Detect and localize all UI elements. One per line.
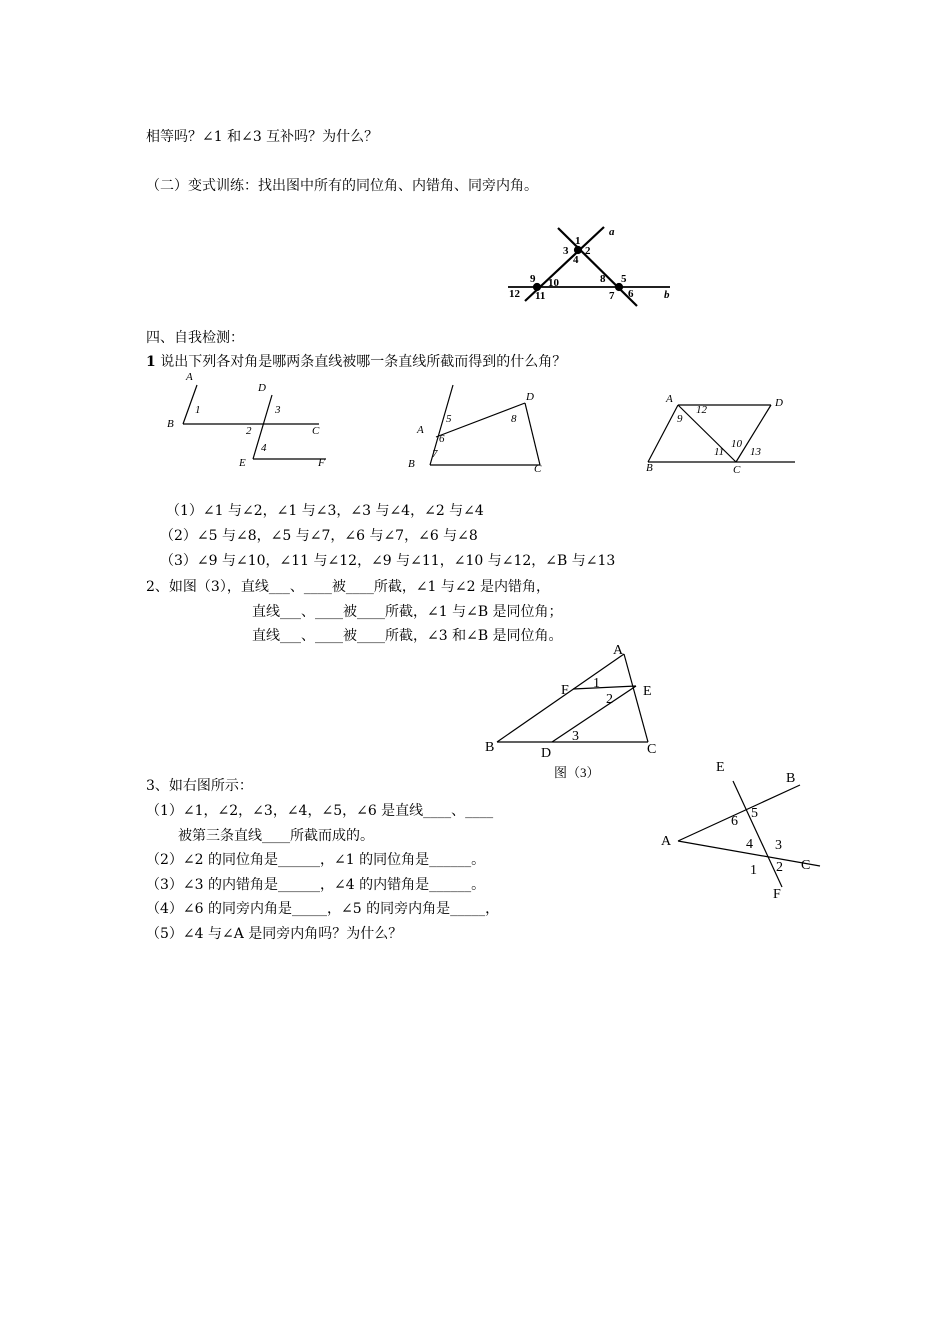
q1-item-3: （3）∠9 与∠10，∠11 与∠12，∠9 与∠11，∠10 与∠12，∠B 与∠13 bbox=[160, 553, 616, 569]
label-5: 5 bbox=[621, 273, 627, 285]
label-E: E bbox=[716, 760, 725, 775]
label-3: 3 bbox=[775, 838, 782, 853]
label-2: 2 bbox=[585, 245, 591, 257]
variant-title: （二）变式训练：找出图中所有的同位角、内错角、同旁内角。 bbox=[146, 178, 538, 194]
label-1: 1 bbox=[750, 863, 757, 878]
label-8: 8 bbox=[511, 413, 517, 425]
label-D: D bbox=[258, 382, 266, 394]
label-5: 5 bbox=[446, 413, 452, 425]
label-C: C bbox=[534, 463, 542, 475]
label-6: 6 bbox=[628, 288, 634, 300]
label-1: 1 bbox=[195, 404, 201, 416]
label-7: 7 bbox=[432, 448, 438, 460]
q3-line-2: （2）∠2 的同位角是______，∠1 的同位角是______。 bbox=[146, 852, 486, 868]
line-cd bbox=[525, 403, 540, 465]
variant-figure-labels bbox=[509, 226, 670, 302]
label-6: 6 bbox=[439, 433, 445, 445]
label-D: D bbox=[775, 397, 783, 409]
label-C: C bbox=[312, 425, 320, 437]
label-2: 2 bbox=[776, 860, 783, 875]
q3-line-1: （1）∠1，∠2，∠3，∠4，∠5，∠6 是直线____、____ bbox=[146, 803, 494, 819]
q2-line-1: 2、如图（3），直线___、____被____所截，∠1 与∠2 是内错角， bbox=[146, 579, 550, 595]
label-1: 1 bbox=[593, 676, 600, 691]
label-A: A bbox=[186, 371, 193, 383]
q2-line-3: 直线___、____被____所截，∠3 和∠B 是同位角。 bbox=[252, 628, 563, 644]
label-10: 10 bbox=[731, 438, 742, 450]
label-A: A bbox=[417, 424, 424, 436]
label-A: A bbox=[666, 393, 673, 405]
label-4: 4 bbox=[746, 837, 753, 852]
q3-title: 3、如右图所示： bbox=[146, 778, 253, 794]
question-text: 说出下列各对角是哪两条直线被哪一条直线所截而得到的什么角？ bbox=[155, 354, 567, 370]
label-3: 3 bbox=[275, 404, 281, 416]
label-4: 4 bbox=[261, 442, 267, 454]
label-10: 10 bbox=[548, 277, 559, 289]
label-C: C bbox=[733, 464, 741, 476]
label-D: D bbox=[541, 746, 552, 761]
figure-q3-labels bbox=[661, 760, 810, 902]
label-F: F bbox=[318, 457, 325, 469]
label-9: 9 bbox=[677, 413, 683, 425]
q3-line-3: （3）∠3 的内错角是______，∠4 的内错角是______。 bbox=[146, 877, 486, 893]
line-cross bbox=[558, 228, 637, 306]
label-B: B bbox=[167, 418, 174, 430]
line-fe bbox=[573, 686, 636, 689]
variant-figure bbox=[508, 227, 670, 306]
label-F: F bbox=[773, 887, 781, 902]
label-B: B bbox=[786, 771, 796, 786]
q3-line-4: （4）∠6 的同旁内角是_____，∠5 的同旁内角是_____， bbox=[146, 901, 500, 917]
q2-line-2: 直线___、____被____所截，∠1 与∠B 是同位角； bbox=[252, 604, 563, 620]
label-2: 2 bbox=[606, 692, 613, 707]
label-C: C bbox=[801, 858, 811, 873]
label-b: b bbox=[664, 289, 670, 301]
label-11: 11 bbox=[535, 290, 546, 302]
intro-line: 相等吗？∠1 和∠3 互补吗？为什么？ bbox=[146, 129, 379, 145]
label-5: 5 bbox=[751, 806, 758, 821]
label-C: C bbox=[647, 742, 657, 757]
label-E: E bbox=[643, 684, 652, 699]
label-3: 3 bbox=[563, 245, 569, 257]
label-7: 7 bbox=[609, 290, 615, 302]
q1-item-1: （1）∠1 与∠2，∠1 与∠3，∠3 与∠4，∠2 与∠4 bbox=[166, 503, 484, 519]
figure-q2-labels bbox=[485, 643, 656, 780]
label-12: 12 bbox=[696, 404, 707, 416]
label-B: B bbox=[485, 740, 495, 755]
label-1: 1 bbox=[575, 235, 581, 247]
figure-1 bbox=[183, 385, 326, 459]
figure-caption: 图（3） bbox=[554, 765, 600, 780]
label-B: B bbox=[408, 458, 415, 470]
label-9: 9 bbox=[530, 273, 536, 285]
point-top bbox=[575, 247, 581, 253]
q1-item-2: （2）∠5 与∠8，∠5 与∠7，∠6 与∠7，∠6 与∠8 bbox=[160, 528, 478, 544]
label-B: B bbox=[646, 462, 653, 474]
label-2: 2 bbox=[246, 425, 252, 437]
figure-q3 bbox=[678, 781, 820, 887]
label-8: 8 bbox=[600, 273, 606, 285]
line-ac bbox=[678, 405, 736, 462]
label-11: 11 bbox=[714, 446, 725, 458]
q3-line-5: （5）∠4 与∠A 是同旁内角吗？为什么？ bbox=[146, 926, 403, 942]
label-13: 13 bbox=[750, 446, 761, 458]
line-ab bbox=[648, 405, 678, 462]
label-4: 4 bbox=[573, 254, 579, 266]
label-F: F bbox=[561, 683, 569, 698]
question-number: 1 bbox=[146, 354, 156, 370]
label-A: A bbox=[661, 834, 672, 849]
q3-line-1b: 被第三条直线____所截而成的。 bbox=[178, 828, 374, 844]
label-12: 12 bbox=[509, 288, 520, 300]
label-A: A bbox=[613, 643, 624, 658]
section-title: 四、自我检测： bbox=[146, 330, 244, 346]
label-a: a bbox=[609, 226, 615, 238]
label-3: 3 bbox=[572, 729, 579, 744]
line-ab bbox=[497, 654, 624, 742]
figure-1-labels bbox=[167, 371, 325, 469]
figure-2 bbox=[430, 385, 540, 465]
label-E: E bbox=[239, 457, 246, 469]
label-6: 6 bbox=[731, 814, 738, 829]
label-D: D bbox=[526, 391, 534, 403]
